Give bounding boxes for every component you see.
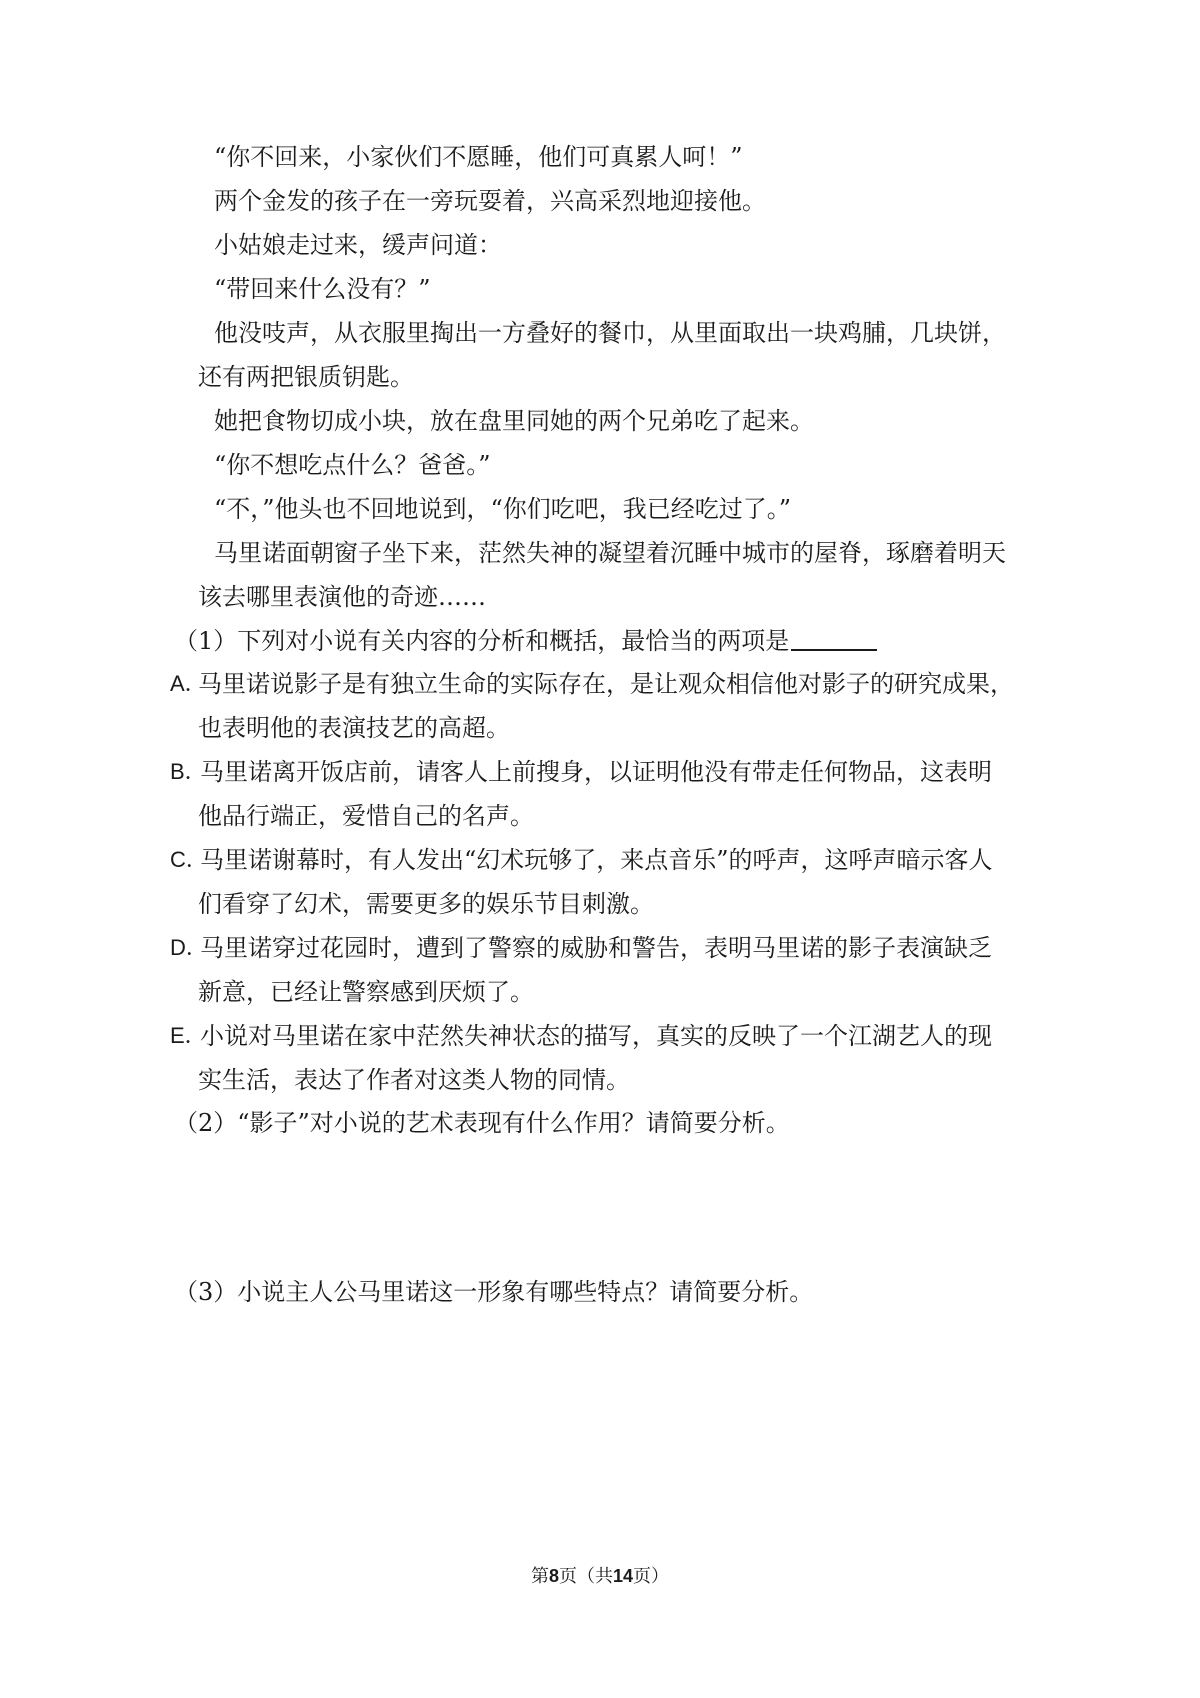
option-c-line-2: 们看穿了幻术，需要更多的娱乐节目刺激。	[198, 890, 654, 918]
footer-suffix: 页）	[633, 1566, 670, 1587]
footer-middle: 页（共	[558, 1566, 613, 1587]
footer-prefix: 第	[530, 1566, 549, 1587]
option-e-line-1: 小说对马里诺在家中茫然失神状态的描写，真实的反映了一个江湖艺人的现	[200, 1022, 992, 1050]
passage-line-2: 两个金发的孩子在一旁玩耍着，兴高采烈地迎接他。	[214, 187, 766, 215]
passage-line-4: “带回来什么没有？”	[214, 275, 431, 303]
option-a-letter: A．	[170, 671, 207, 696]
option-c-letter: C．	[170, 847, 208, 872]
page-footer	[0, 1564, 1200, 1589]
question-1-stem	[174, 625, 877, 657]
passage-line-3: 小姑娘走过来，缓声问道：	[214, 231, 502, 259]
question-2: （2）“影子”对小说的艺术表现有什么作用？请简要分析。	[174, 1109, 790, 1137]
option-d-line-1: 马里诺穿过花园时，遭到了警察的威胁和警告，表明马里诺的影子表演缺乏	[200, 934, 992, 962]
option-b-line-1: 马里诺离开饭店前，请客人上前搜身，以证明他没有带走任何物品，这表明	[200, 758, 992, 786]
answer-blank	[791, 627, 877, 651]
option-e-letter: E．	[170, 1023, 207, 1048]
option-e-line-2: 实生活，表达了作者对这类人物的同情。	[198, 1066, 630, 1094]
passage-line-9: “不，”他头也不回地说到，“你们吃吧，我已经吃过了。”	[214, 495, 792, 523]
question-3: （3）小说主人公马里诺这一形象有哪些特点？请简要分析。	[174, 1278, 814, 1306]
passage-line-1: “你不回来，小家伙们不愿睡，他们可真累人呵！”	[214, 143, 743, 171]
option-d-letter: D．	[170, 935, 208, 960]
passage-line-10: 马里诺面朝窗子坐下来，茫然失神的凝望着沉睡中城市的屋脊，琢磨着明天	[214, 539, 1006, 567]
option-b-letter: B．	[170, 759, 207, 784]
passage-line-6: 还有两把银质钥匙。	[198, 363, 414, 391]
passage-line-7: 她把食物切成小块，放在盘里同她的两个兄弟吃了起来。	[214, 407, 814, 435]
footer-total-pages: 14	[612, 1566, 634, 1586]
option-d-line-2: 新意，已经让警察感到厌烦了。	[198, 978, 534, 1006]
question-1-text: （1）下列对小说有关内容的分析和概括，最恰当的两项是	[174, 627, 790, 655]
passage-line-8: “你不想吃点什么？爸爸。”	[214, 451, 491, 479]
option-a-line-1: 马里诺说影子是有独立生命的实际存在，是让观众相信他对影子的研究成果，	[198, 670, 1014, 698]
passage-line-5: 他没吱声，从衣服里掏出一方叠好的餐巾，从里面取出一块鸡脯，几块饼，	[214, 319, 1006, 347]
passage-line-11: 该去哪里表演他的奇迹……	[198, 583, 486, 611]
option-b-line-2: 他品行端正，爱惜自己的名声。	[198, 802, 534, 830]
footer-page-number: 8	[548, 1566, 559, 1586]
option-a-line-2: 也表明他的表演技艺的高超。	[198, 714, 510, 742]
option-c-line-1: 马里诺谢幕时，有人发出“幻术玩够了，来点音乐”的呼声，这呼声暗示客人	[200, 846, 993, 874]
